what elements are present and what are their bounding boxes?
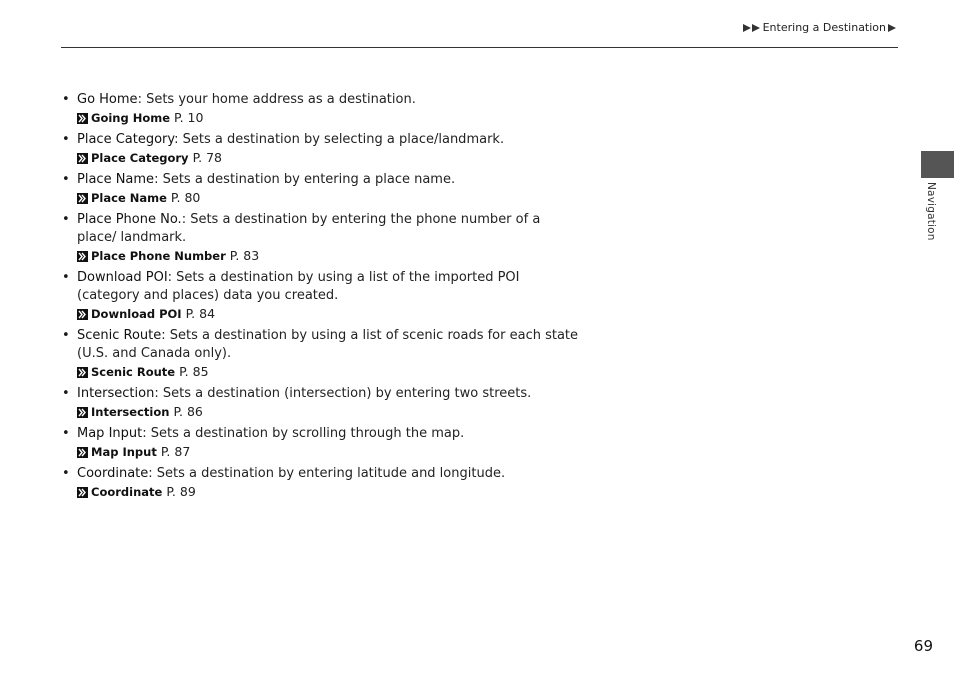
item-desc: : Sets a destination by using a list of scenic roads for each state (U.S. and Canada only).: [77, 328, 579, 361]
reference-page[interactable]: P. 85: [179, 364, 209, 379]
bullet: •: [62, 328, 70, 343]
arrow-right-icon: [743, 24, 751, 32]
page-number: 69: [913, 637, 933, 655]
item-description: [77, 91, 581, 109]
item-desc: : Sets a destination (intersection) by entering two streets.: [154, 386, 532, 401]
cross-reference[interactable]: [77, 305, 581, 323]
breadcrumb-text: Entering a Destination: [762, 21, 886, 34]
item-desc: : Sets a destination by entering the phone number of a place/ landmark.: [77, 212, 541, 245]
list-item: [61, 465, 581, 501]
cross-reference[interactable]: [77, 443, 581, 461]
list-item: [61, 269, 581, 323]
reference-page[interactable]: P. 84: [185, 306, 216, 321]
list-item: [61, 131, 581, 167]
reference-page[interactable]: P. 10: [174, 110, 204, 125]
item-description: [77, 425, 581, 443]
list-item: [61, 327, 581, 381]
reference-page[interactable]: P. 89: [166, 484, 196, 499]
reference-page[interactable]: P. 83: [229, 248, 260, 263]
reference-title[interactable]: Place Category: [91, 151, 189, 165]
cross-reference[interactable]: [77, 483, 581, 501]
item-term: Coordinate: [77, 466, 149, 481]
item-description: [77, 131, 581, 149]
menu-item-list: [61, 91, 581, 505]
item-term: Map Input: [77, 426, 143, 441]
bullet: •: [62, 466, 70, 481]
cross-reference[interactable]: [77, 403, 581, 421]
item-description: [77, 269, 581, 305]
item-term: Download POI: [77, 270, 168, 285]
reference-title[interactable]: Coordinate: [91, 485, 163, 499]
item-desc: : Sets a destination by entering a place name.: [154, 172, 456, 187]
cross-reference[interactable]: [77, 247, 581, 265]
bullet: •: [62, 92, 70, 107]
bullet: •: [62, 386, 70, 401]
reference-page[interactable]: P. 86: [173, 404, 203, 419]
reference-title[interactable]: Intersection: [91, 405, 170, 419]
arrow-right-icon: [752, 24, 760, 32]
item-description: [77, 465, 581, 483]
item-term: Place Phone No.: [77, 212, 182, 227]
item-term: Go Home: [77, 92, 138, 107]
item-term: Intersection: [77, 386, 155, 401]
arrow-right-icon: [888, 24, 896, 32]
section-tab: [921, 151, 954, 178]
reference-arrow-icon: [77, 309, 88, 320]
reference-arrow-icon: [77, 407, 88, 418]
bullet: •: [62, 172, 70, 187]
item-term: Place Category: [77, 132, 175, 147]
item-description: [77, 327, 581, 363]
reference-title[interactable]: Place Name: [91, 191, 167, 205]
section-tab-label: Navigation: [925, 182, 937, 241]
header-divider: [61, 47, 898, 48]
item-desc: : Sets a destination by using a list of the imported POI (category and places) data you created.: [77, 270, 520, 303]
reference-arrow-icon: [77, 447, 88, 458]
item-description: [77, 171, 581, 189]
list-item: [61, 91, 581, 127]
cross-reference[interactable]: [77, 189, 581, 207]
item-description: [77, 211, 581, 247]
reference-arrow-icon: [77, 367, 88, 378]
reference-title[interactable]: Place Phone Number: [91, 249, 226, 263]
list-item: [61, 211, 581, 265]
item-term: Place Name: [77, 172, 155, 187]
reference-page[interactable]: P. 87: [160, 444, 191, 459]
cross-reference[interactable]: [77, 149, 581, 167]
reference-page[interactable]: P. 78: [192, 150, 223, 165]
item-desc: : Sets a destination by scrolling through the map.: [142, 426, 465, 441]
reference-title[interactable]: Scenic Route: [91, 365, 176, 379]
reference-title[interactable]: Map Input: [91, 445, 157, 459]
bullet: •: [62, 426, 70, 441]
item-desc: : Sets your home address as a destination.: [137, 92, 416, 107]
list-item: [61, 385, 581, 421]
reference-arrow-icon: [77, 113, 88, 124]
item-desc: : Sets a destination by entering latitude and longitude.: [148, 466, 506, 481]
bullet: •: [62, 270, 70, 285]
reference-arrow-icon: [77, 251, 88, 262]
item-description: [77, 385, 581, 403]
reference-title[interactable]: Download POI: [91, 307, 182, 321]
reference-arrow-icon: [77, 153, 88, 164]
item-term: Scenic Route: [77, 328, 162, 343]
reference-page[interactable]: P. 80: [170, 190, 201, 205]
cross-reference[interactable]: [77, 109, 581, 127]
list-item: [61, 171, 581, 207]
reference-arrow-icon: [77, 487, 88, 498]
reference-title[interactable]: Going Home: [91, 111, 171, 125]
breadcrumb: [743, 21, 896, 34]
list-item: [61, 425, 581, 461]
item-desc: : Sets a destination by selecting a place/landmark.: [174, 132, 505, 147]
cross-reference[interactable]: [77, 363, 581, 381]
bullet: •: [62, 212, 70, 227]
bullet: •: [62, 132, 70, 147]
reference-arrow-icon: [77, 193, 88, 204]
